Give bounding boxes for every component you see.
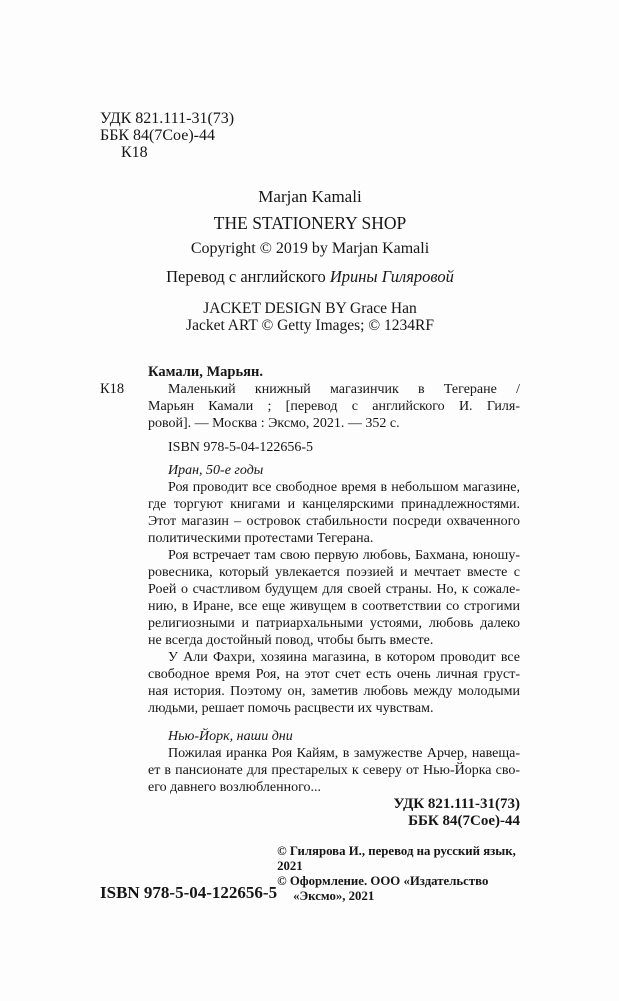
bottom-classification-codes: [100, 796, 520, 830]
annotation-line: не всегда достойный повод, чтобы быть вместе.: [148, 633, 434, 648]
annotation-setting-heading: Иран, 50-е годы: [168, 463, 264, 478]
title-credits-block: [100, 187, 520, 334]
bibliographic-record: [100, 364, 520, 456]
annotation-line: нию, в Иране, все еще живущем в соответствии со строгими: [148, 599, 520, 614]
copyright-design-line-cont: «Эксмо», 2021: [293, 889, 375, 903]
translation-credit: [100, 267, 520, 287]
annotation-paragraph: [148, 479, 520, 547]
jacket-design-credit: JACKET DESIGN BY Grace Han: [203, 300, 417, 317]
annotation-paragraph: [148, 745, 520, 796]
annotation-block: [148, 462, 520, 796]
copyright-notices: [277, 844, 520, 904]
biblio-line: Маленький книжный магазинчик в Тегеране /: [168, 382, 520, 397]
author-sign-top: К18: [121, 144, 148, 161]
biblio-author-heading: Камали, Марьян.: [148, 364, 263, 380]
annotation-line: ровесника, который увлекается поэзией и мечтает вместе с: [148, 565, 520, 580]
footer-row: [100, 844, 520, 904]
jacket-art-credit: Jacket ART © Getty Images; © 1234RF: [186, 317, 434, 334]
original-copyright-line: Copyright © 2019 by Marjan Kamali: [190, 240, 430, 257]
original-author: Marjan Kamali: [258, 187, 362, 206]
annotation-line: У Али Фахри, хозяина магазина, в котором проводит все: [168, 650, 520, 665]
annotation-line: политическими протестами Тегерана.: [148, 531, 374, 546]
annotation-line: его давнего возлюбленного...: [148, 780, 321, 795]
translation-credit-prefix: Перевод с английского: [166, 267, 330, 286]
bbk-code-bottom: ББК 84(7Сое)-44: [408, 813, 520, 829]
annotation-line: Пожилая иранка Роя Кайям, в замужестве Арчер, навеща-: [168, 746, 520, 761]
annotation-line: религиозными и патриархальными устоями, любовь далеко: [148, 616, 520, 631]
annotation-line: людьми, решает помочь расцвести их чувствам.: [148, 701, 434, 716]
copyright-design-line: © Оформление. ООО «Издательство: [277, 874, 489, 888]
top-classification-codes: [100, 110, 520, 161]
annotation-line: Роя встречает там свою первую любовь, Бахмана, юношу-: [168, 548, 520, 563]
annotation-line: ет в пансионате для престарелых к северу от Нью-Йорка сво-: [148, 763, 520, 778]
isbn-number: ISBN 978-5-04-122656-5: [100, 883, 278, 902]
annotation-paragraph: [148, 649, 520, 717]
biblio-isbn: ISBN 978-5-04-122656-5: [168, 440, 314, 455]
annotation-line: ная история. Поэтому он, заметив любовь между молодыми: [148, 684, 520, 699]
bbk-code-top: ББК 84(7Сое)-44: [100, 127, 215, 144]
annotation-paragraph: [148, 547, 520, 649]
annotation-line: где торгуют книгами и канцелярскими принадлежностями.: [148, 497, 520, 512]
original-title: THE STATIONERY SHOP: [213, 213, 407, 233]
biblio-line: ровой]. — Москва : Эксмо, 2021. — 352 с.: [148, 416, 400, 431]
author-sign-margin: К18: [100, 381, 125, 397]
annotation-setting-heading: Нью-Йорк, наши дни: [168, 729, 293, 744]
udk-code-bottom: УДК 821.111-31(73): [393, 796, 520, 812]
translator-name: Ирины Гиляровой: [329, 267, 454, 286]
copyright-translation-line: © Гилярова И., перевод на русский язык, 2021: [277, 844, 516, 873]
annotation-line: Роей о счастливом будущем для своей страны. Но, к сожале-: [148, 582, 520, 597]
udk-code-top: УДК 821.111-31(73): [100, 110, 235, 127]
annotation-line: Этот магазин – островок стабильности посреди охваченного: [148, 514, 520, 529]
page-content: [100, 110, 520, 904]
annotation-line: Роя проводит все свободное время в небольшом магазине,: [168, 480, 520, 495]
biblio-line: Марьян Камали ; [перевод с английского И. Гиля-: [148, 399, 520, 414]
annotation-line: свободное время Роя, на этот счет есть очень личная груст-: [148, 667, 520, 682]
